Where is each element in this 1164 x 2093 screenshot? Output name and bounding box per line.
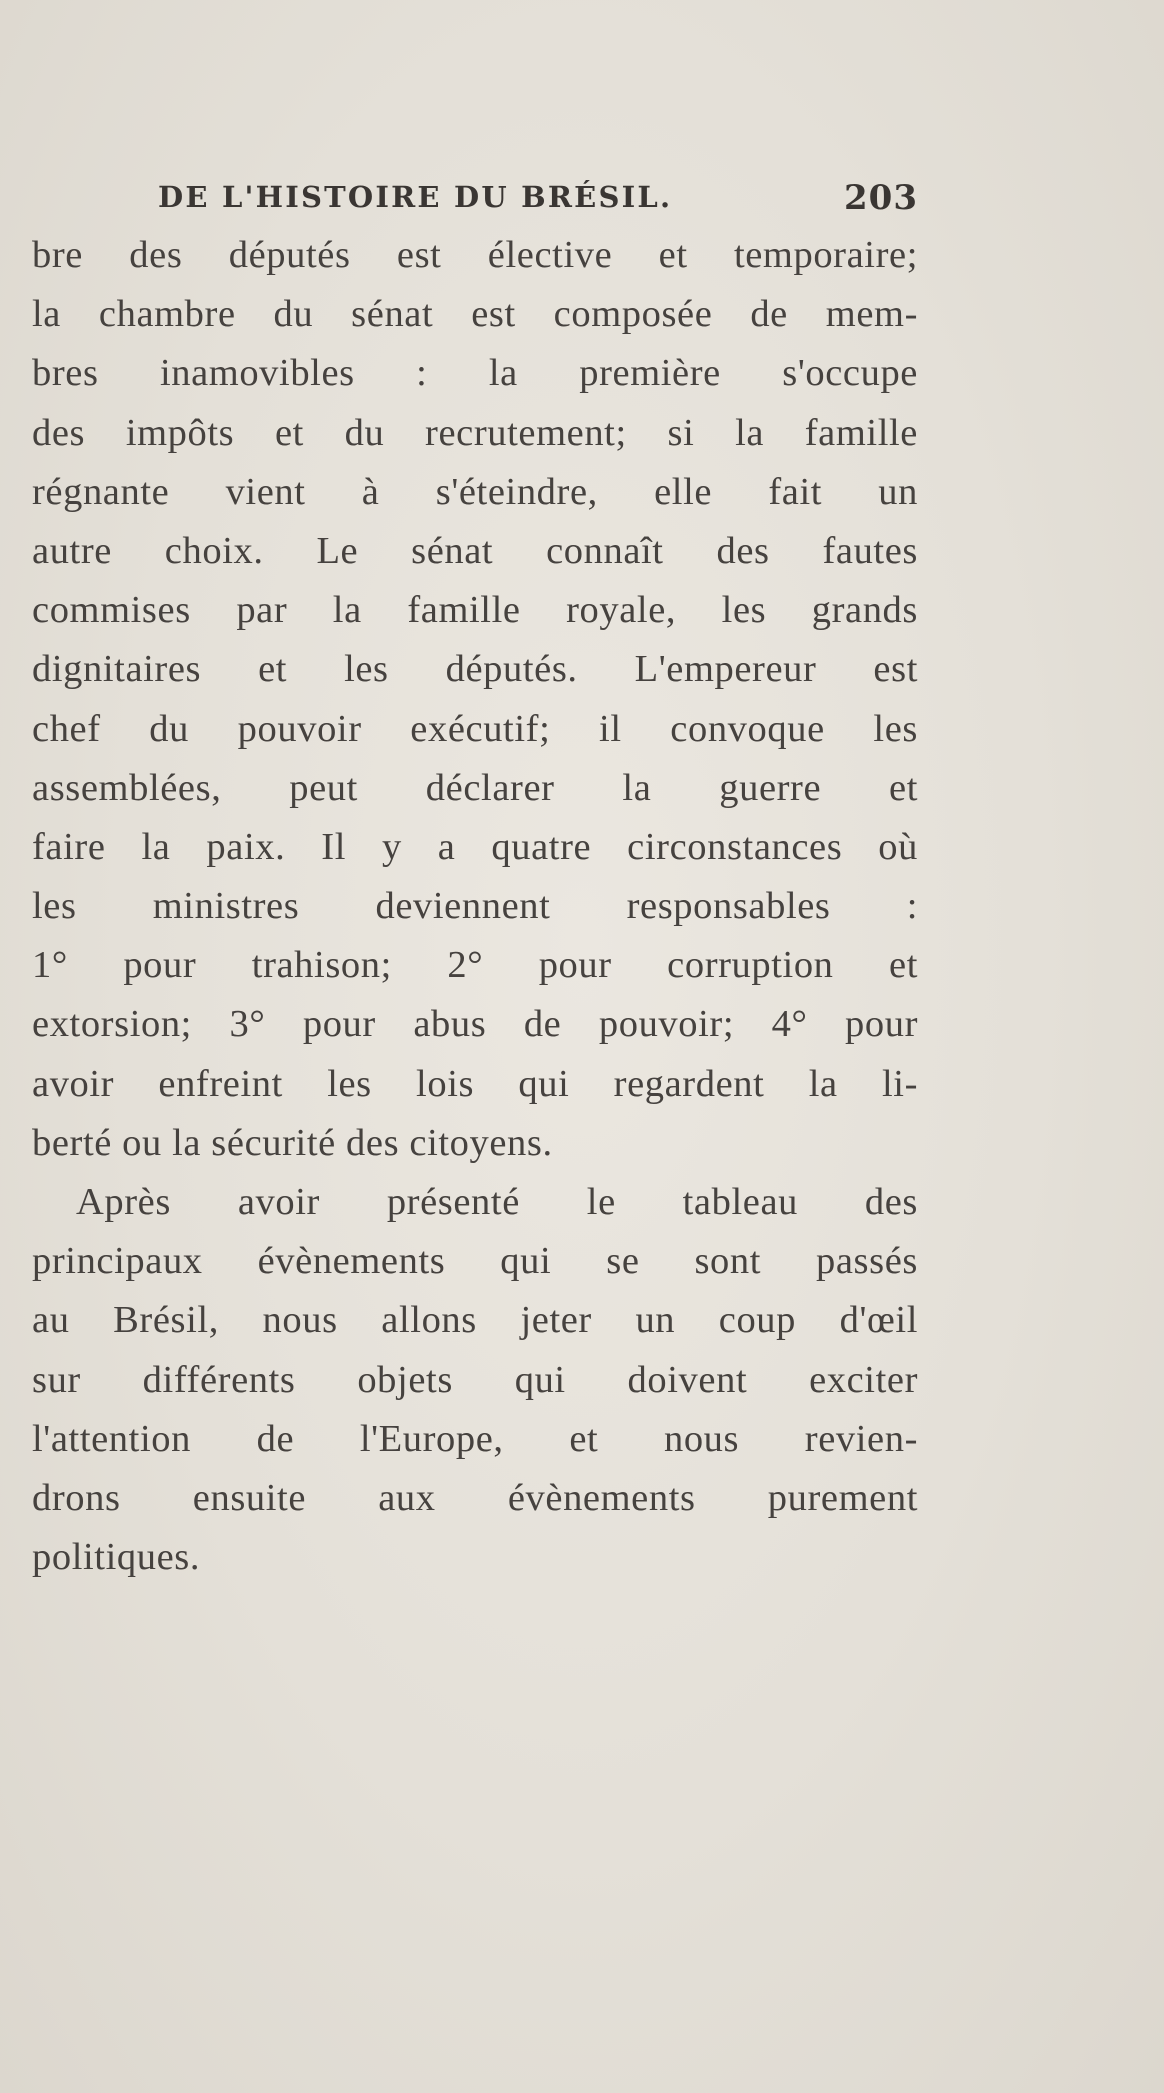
text-line: avoir enfreint les lois qui regardent la li- [32,1062,918,1105]
text-line: la chambre du sénat est composée de mem- [32,293,918,336]
paragraph-1 [32,226,918,1173]
text-line: extorsion; 3° pour abus de pouvoir; 4° pour [32,1003,918,1046]
text-line: principaux évènements qui se sont passés [32,1240,918,1283]
text-line: Après avoir présenté le tableau des [76,1181,918,1223]
text-line: bre des députés est élective et temporaire; [32,234,918,276]
text-line: l'attention de l'Europe, et nous revien- [32,1417,918,1460]
page-header [158,180,918,230]
page-number: 203 [844,178,918,218]
text-line: commises par la famille royale, les grands [32,589,918,632]
text-line: autre choix. Le sénat connaît des fautes [32,529,918,572]
text-line: faire la paix. Il y a quatre circonstances où [32,825,918,868]
running-head: DE L'HISTOIRE DU BRÉSIL. [158,180,673,214]
text-line: assemblées, peut déclarer la guerre et [32,766,918,809]
text-line: au Brésil, nous allons jeter un coup d'œil [32,1299,918,1342]
text-line: régnante vient à s'éteindre, elle fait un [32,470,918,513]
text-line: bres inamovibles : la première s'occupe [32,352,918,395]
text-line: drons ensuite aux évènements purement [32,1476,918,1519]
text-line: des impôts et du recrutement; si la famille [32,411,918,454]
body-text [32,226,918,1587]
text-line: les ministres deviennent responsables : [32,885,918,928]
text-line: chef du pouvoir exécutif; il convoque les [32,707,918,750]
text-line: dignitaires et les députés. L'empereur est [32,648,918,691]
paragraph-2 [32,1173,918,1587]
text-line: 1° pour trahison; 2° pour corruption et [32,944,918,987]
text-line: politiques. [32,1536,201,1579]
text-line: berté ou la sécurité des citoyens. [32,1121,553,1164]
text-line: sur différents objets qui doivent exciter [32,1358,918,1401]
